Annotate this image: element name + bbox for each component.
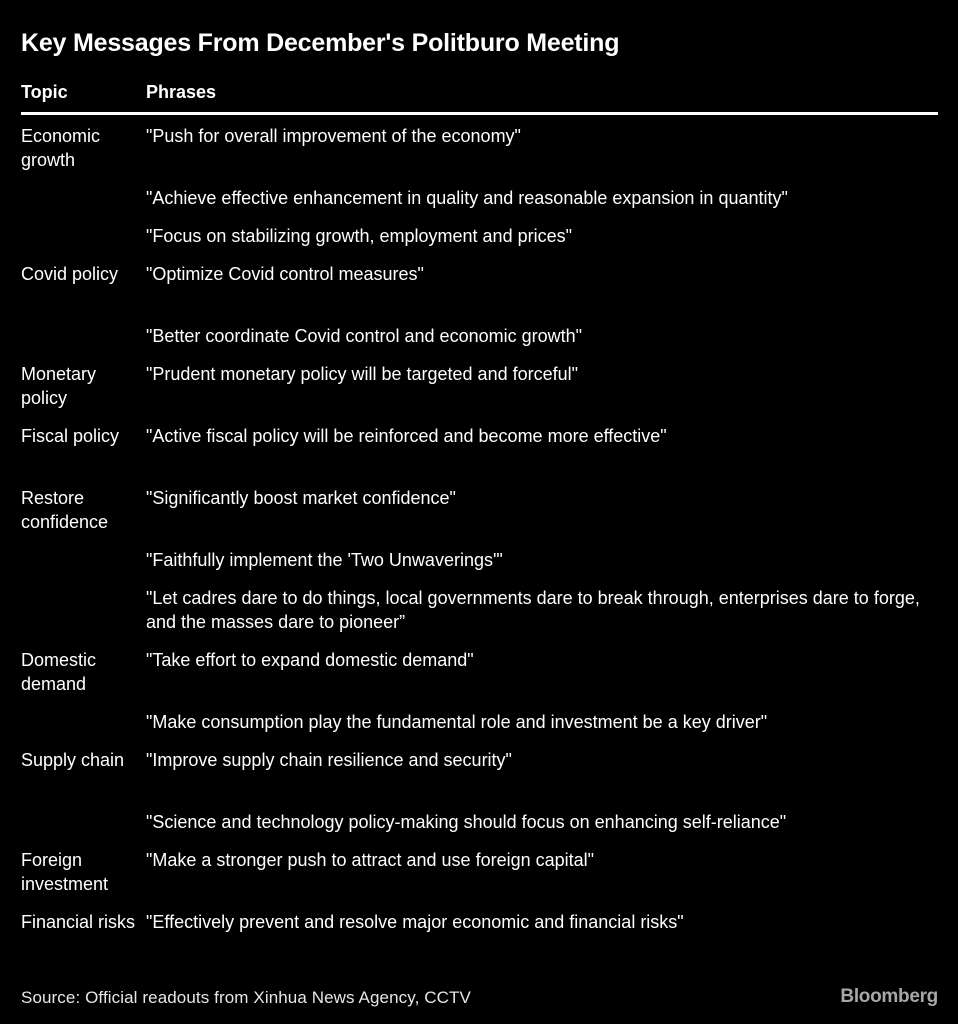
column-header-phrases: Phrases — [146, 82, 217, 102]
phrase-text: "Better coordinate Covid control and economic growth" — [146, 326, 583, 346]
phrase-text: "Effectively prevent and resolve major economic and financial risks" — [146, 912, 684, 932]
phrase-text: "Make a stronger push to attract and use foreign capital" — [146, 850, 595, 870]
topic-cell: Restore confidence — [21, 488, 109, 532]
phrases-cell — [146, 848, 938, 896]
source-note: Source: Official readouts from Xinhua News Agency, CCTV — [21, 988, 471, 1007]
header-divider-rule — [21, 112, 938, 115]
topic-cell: Supply chain — [21, 750, 125, 770]
table-header-row — [21, 83, 938, 101]
phrase-text: "Make consumption play the fundamental role and investment be a key driver" — [146, 712, 768, 732]
phrase-text: "Push for overall improvement of the economy" — [146, 126, 521, 146]
phrase-text: "Active fiscal policy will be reinforced and become more effective" — [146, 426, 667, 446]
topic-cell: Foreign investment — [21, 850, 109, 894]
topic-cell: Financial risks — [21, 912, 136, 932]
phrases-cell — [146, 262, 938, 348]
phrases-cell — [146, 748, 938, 834]
phrases-cell — [146, 362, 938, 410]
topic-cell: Economic growth — [21, 126, 101, 170]
column-header-topic: Topic — [21, 82, 68, 102]
phrase-text: "Improve supply chain resilience and security" — [146, 750, 512, 770]
table-row — [21, 124, 938, 248]
phrase-text: "Take effort to expand domestic demand" — [146, 650, 474, 670]
table-row — [21, 910, 938, 958]
table-row — [21, 424, 938, 472]
phrases-cell — [146, 910, 938, 958]
phrase-text: "Science and technology policy-making should focus on enhancing self-reliance" — [146, 812, 787, 832]
table-row — [21, 262, 938, 348]
table-row — [21, 748, 938, 834]
phrases-cell — [146, 648, 938, 734]
phrases-cell — [146, 486, 938, 634]
phrases-cell — [146, 424, 938, 472]
phrase-text: "Achieve effective enhancement in quality and reasonable expansion in quantity" — [146, 188, 788, 208]
phrase-text: "Let cadres dare to do things, local governments dare to break through, enterprises dare to forge, and the masses dare to pioneer” — [146, 588, 920, 632]
table-row — [21, 486, 938, 634]
table-row — [21, 848, 938, 896]
phrase-text: "Faithfully implement the 'Two Unwaverings'" — [146, 550, 503, 570]
table-row — [21, 648, 938, 734]
table-row — [21, 362, 938, 410]
chart-title: Key Messages From December's Politburo Meeting — [21, 29, 620, 57]
topic-cell: Fiscal policy — [21, 426, 120, 446]
phrase-text: "Focus on stabilizing growth, employment and prices" — [146, 226, 572, 246]
bloomberg-logo: Bloomberg — [840, 986, 938, 1007]
table-body — [21, 124, 938, 972]
phrases-cell — [146, 124, 938, 248]
topic-cell: Covid policy — [21, 264, 119, 284]
phrase-text: "Optimize Covid control measures" — [146, 264, 424, 284]
footer — [21, 986, 938, 1008]
phrase-text: "Prudent monetary policy will be targeted and forceful" — [146, 364, 579, 384]
topic-cell: Monetary policy — [21, 364, 97, 408]
phrase-text: "Significantly boost market confidence" — [146, 488, 456, 508]
topic-cell: Domestic demand — [21, 650, 97, 694]
